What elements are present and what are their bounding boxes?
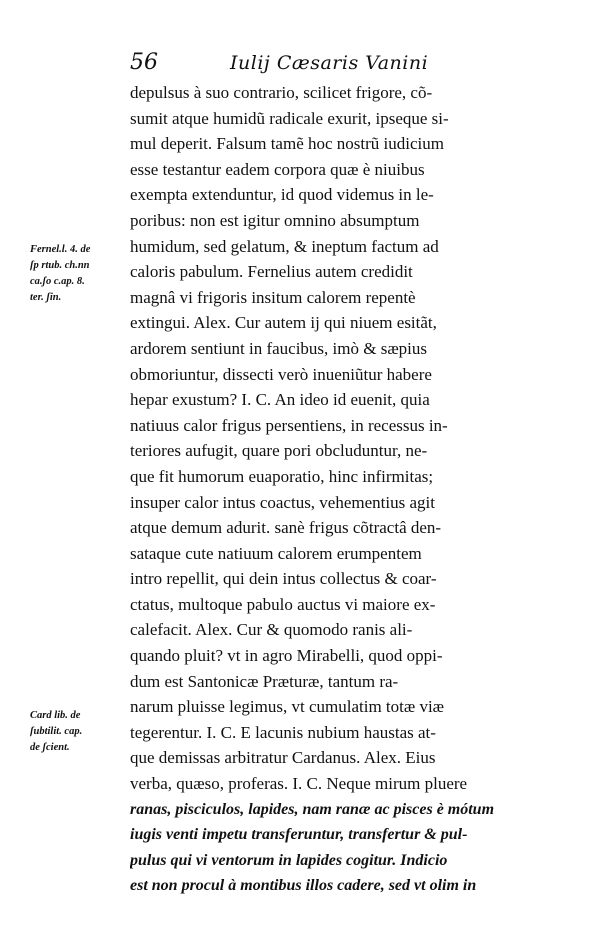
text-line: intro repellit, qui dein intus collectus & coar- xyxy=(130,569,437,589)
margin-note-line: ter. ʃin. xyxy=(30,292,62,303)
text-line: dum est Santonicæ Præturæ, tantum ra- xyxy=(130,671,399,691)
margin-note-line: Card lib. de xyxy=(30,710,81,721)
text-line: pulus qui vi ventorum in lapides cogitur. Indicio xyxy=(130,851,448,869)
margin-note-fernel xyxy=(30,242,128,306)
text-line: magnâ vi frigoris insitum calorem repentè xyxy=(130,287,416,307)
margin-note-line: ca.ʃo c.ap. 8. xyxy=(30,276,85,287)
text-line: poribus: non est igitur omnino absumptum xyxy=(130,210,420,230)
text-line: iugis venti impetu transferuntur, transfertur & pul- xyxy=(130,826,468,844)
text-line: depulsus à suo contrario, scilicet frigore, cõ- xyxy=(130,83,433,102)
margin-note-line: ʃp rtub. ch.nn xyxy=(30,260,90,271)
text-line: sataque cute natiuum calorem erumpentem xyxy=(130,543,422,563)
margin-note-cardanus xyxy=(30,708,128,756)
text-line: atque demum adurit. sanè frigus cõtractâ den- xyxy=(130,518,442,538)
text-line: que demissas arbitratur Cardanus. Alex. Eius xyxy=(130,748,436,768)
page-number: 56 xyxy=(130,50,158,75)
text-line: exempta extenduntur, id quod videmus in le- xyxy=(130,185,434,205)
body-text xyxy=(130,80,550,899)
text-line: natiuus calor frigus persentiens, in recessus in- xyxy=(130,415,448,435)
text-line: ctatus, multoque pabulo auctus vi maiore ex- xyxy=(130,594,436,614)
text-line: caloris pabulum. Fernelius autem credidit xyxy=(130,262,413,282)
text-line: ranas, pisciculos, lapides, nam ranæ ac pisces è mótum xyxy=(130,800,495,818)
margin-note-line: ʃubtilit. cap. xyxy=(30,726,83,737)
text-line: hepar exustum? I. C. An ideo id euenit, quia xyxy=(130,390,430,410)
text-line: verba, quæso, proferas. I. C. Neque mirum pluere xyxy=(130,774,468,794)
text-line: quando pluit? vt in agro Mirabelli, quod oppi- xyxy=(130,646,443,666)
text-line: calefacit. Alex. Cur & quomodo ranis ali- xyxy=(130,620,413,640)
text-line: ardorem sentiunt in faucibus, imò & sæpius xyxy=(130,338,427,358)
text-line: narum pluisse legimus, vt cumulatim totæ viæ xyxy=(130,697,445,717)
text-line: humidum, sed gelatum, & ineptum factum ad xyxy=(130,236,439,256)
text-line: tegerentur. I. C. E lacunis nubium haustas at- xyxy=(130,722,436,742)
text-line: extingui. Alex. Cur autem ij qui niuem esitãt, xyxy=(130,313,437,333)
text-line: insuper calor intus coactus, vehementius agit xyxy=(130,492,435,512)
text-line: que fit humorum euaporatio, hinc infirmitas; xyxy=(130,466,434,486)
page-header xyxy=(130,50,550,80)
running-head: Iulij Cæsaris Vanini xyxy=(230,52,429,74)
text-line: est non procul à montibus illos cadere, sed vt olim in xyxy=(130,877,477,895)
margin-note-line: Fernel.l. 4. de xyxy=(30,244,91,255)
text-line: sumit atque humidũ radicale exurit, ipseque si- xyxy=(130,108,449,128)
text-line: obmoriuntur, dissecti verò inueniũtur habere xyxy=(130,364,432,384)
text-line: esse testantur eadem corpora quæ è niuibus xyxy=(130,159,425,179)
margin-note-line: de ʃcient. xyxy=(30,742,70,753)
text-line: teriores aufugit, quare pori obcluduntur, ne- xyxy=(130,441,428,461)
text-line: mul deperit. Falsum tamẽ hoc nostrũ iudicium xyxy=(130,134,444,154)
